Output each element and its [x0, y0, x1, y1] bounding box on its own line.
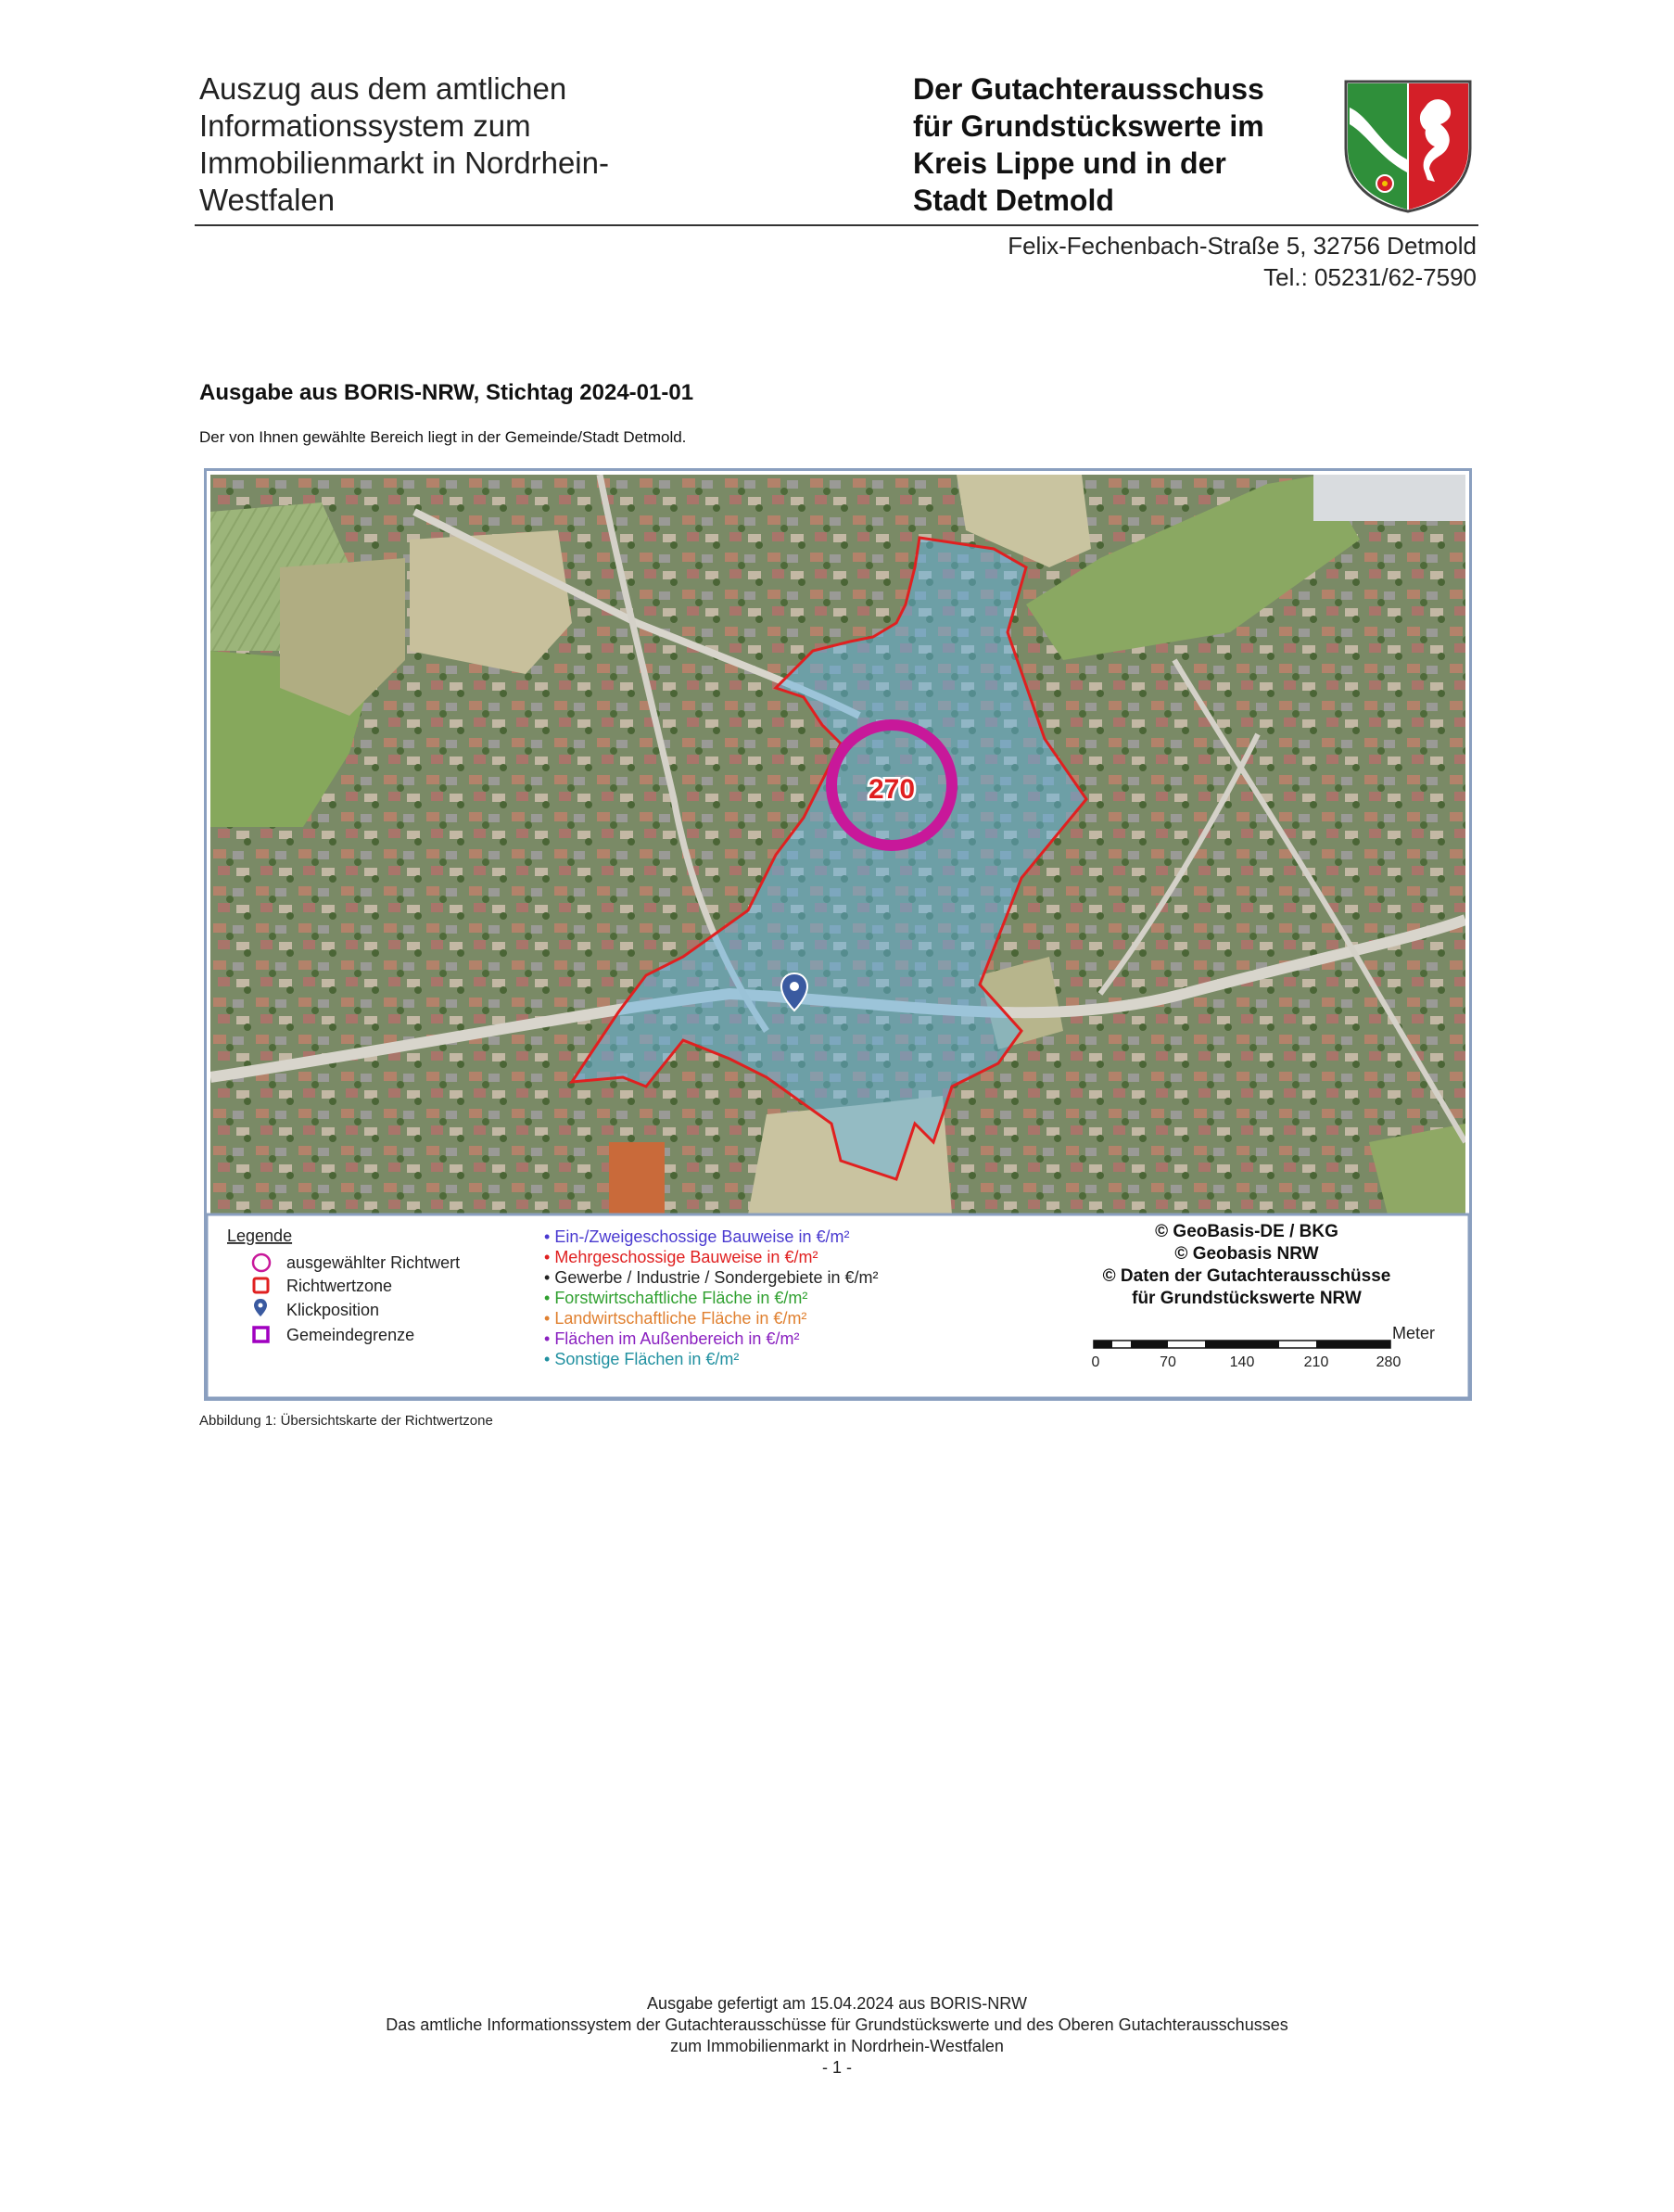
legend-category: • Mehrgeschossige Bauweise in €/m²	[544, 1248, 818, 1266]
copyright-line: © GeoBasis-DE / BKG	[1155, 1222, 1338, 1241]
footer-line: Das amtliche Informationssystem der Gutachterausschüsse für Grundstückswerte und des Oberen Gutachterausschusses	[386, 2015, 1288, 2034]
legend-category: • Ein-/Zweigeschossige Bauweise in €/m²	[544, 1227, 850, 1246]
organization-name	[913, 70, 1349, 219]
copyright-line: für Grundstückswerte NRW	[1132, 1289, 1362, 1308]
page-number: - 1 -	[821, 2058, 852, 2077]
legend-symbol-label: Klickposition	[286, 1301, 380, 1319]
legend-category: • Forstwirtschaftliche Fläche in €/m²	[544, 1289, 808, 1307]
legend-symbol-label: Richtwertzone	[286, 1277, 393, 1295]
zone-value-label[interactable]: 270	[868, 774, 916, 805]
footer-line: zum Immobilienmarkt in Nordrhein-Westfalen	[670, 2037, 1004, 2055]
phone: Tel.: 05231/62-7590	[1263, 263, 1477, 291]
legend-category-label: Sonstige Flächen in €/m²	[554, 1350, 740, 1368]
legend-symbol-label: Gemeindegrenze	[286, 1326, 415, 1344]
overview-map[interactable]	[210, 475, 1465, 1214]
source-title-line: Auszug aus dem amtlichen	[199, 71, 567, 106]
legend-category-label: Mehrgeschossige Bauweise in €/m²	[554, 1248, 818, 1266]
org-name-line: für Grundstückswerte im	[913, 109, 1264, 143]
map-legend	[204, 1213, 1472, 1401]
org-name-line: Kreis Lippe und in der	[913, 146, 1226, 180]
contact-block	[1008, 230, 1477, 293]
source-title-line: Westfalen	[199, 183, 336, 217]
header-divider	[195, 224, 1478, 226]
legend-category-label: Flächen im Außenbereich in €/m²	[554, 1329, 800, 1348]
footer-line: Ausgabe gefertigt am 15.04.2024 aus BORIS-NRW	[647, 1994, 1027, 2013]
legend-category-label: Gewerbe / Industrie / Sondergebiete in €/m²	[554, 1268, 879, 1287]
address: Felix-Fechenbach-Straße 5, 32756 Detmold	[1008, 232, 1477, 260]
legend-category-label: Landwirtschaftliche Fläche in €/m²	[554, 1309, 807, 1328]
industrial-roofs	[1313, 475, 1465, 521]
scale-tick: 0	[1091, 1354, 1100, 1370]
scale-tick: 280	[1376, 1354, 1401, 1370]
nrw-coat-of-arms-icon	[1342, 80, 1474, 213]
legend-category-label: Forstwirtschaftliche Fläche in €/m²	[554, 1289, 808, 1307]
legend-category-label: Ein-/Zweigeschossige Bauweise in €/m²	[554, 1227, 850, 1246]
document-source-title	[199, 70, 681, 219]
legend-category: • Landwirtschaftliche Fläche in €/m²	[544, 1309, 807, 1328]
copyright-line: © Daten der Gutachterausschüsse	[1102, 1266, 1391, 1286]
copyright-line: © Geobasis NRW	[1174, 1244, 1319, 1264]
scale-unit: Meter	[1392, 1324, 1436, 1342]
output-subtitle: Der von Ihnen gewählte Bereich liegt in der Gemeinde/Stadt Detmold.	[199, 428, 687, 446]
legend-category: • Gewerbe / Industrie / Sondergebiete in €/m²	[544, 1268, 879, 1287]
org-name-line: Der Gutachterausschuss	[913, 72, 1264, 106]
page-footer	[0, 1993, 1674, 2079]
scale-tick: 210	[1303, 1354, 1329, 1370]
legend-title: Legende	[227, 1227, 293, 1245]
large-roof	[609, 1142, 665, 1214]
source-title-line: Immobilienmarkt in Nordrhein-	[199, 146, 609, 180]
legend-symbol-label: ausgewählter Richtwert	[286, 1253, 461, 1272]
source-title-line: Informationssystem zum	[199, 108, 531, 143]
scale-tick: 140	[1229, 1354, 1255, 1370]
figure-caption: Abbildung 1: Übersichtskarte der Richtwertzone	[199, 1413, 493, 1429]
org-name-line: Stadt Detmold	[913, 184, 1114, 217]
output-title: Ausgabe aus BORIS-NRW, Stichtag 2024-01-01	[199, 380, 694, 405]
legend-category: • Flächen im Außenbereich in €/m²	[544, 1329, 800, 1348]
legend-category: • Sonstige Flächen in €/m²	[544, 1350, 740, 1368]
scale-tick: 70	[1160, 1354, 1176, 1370]
